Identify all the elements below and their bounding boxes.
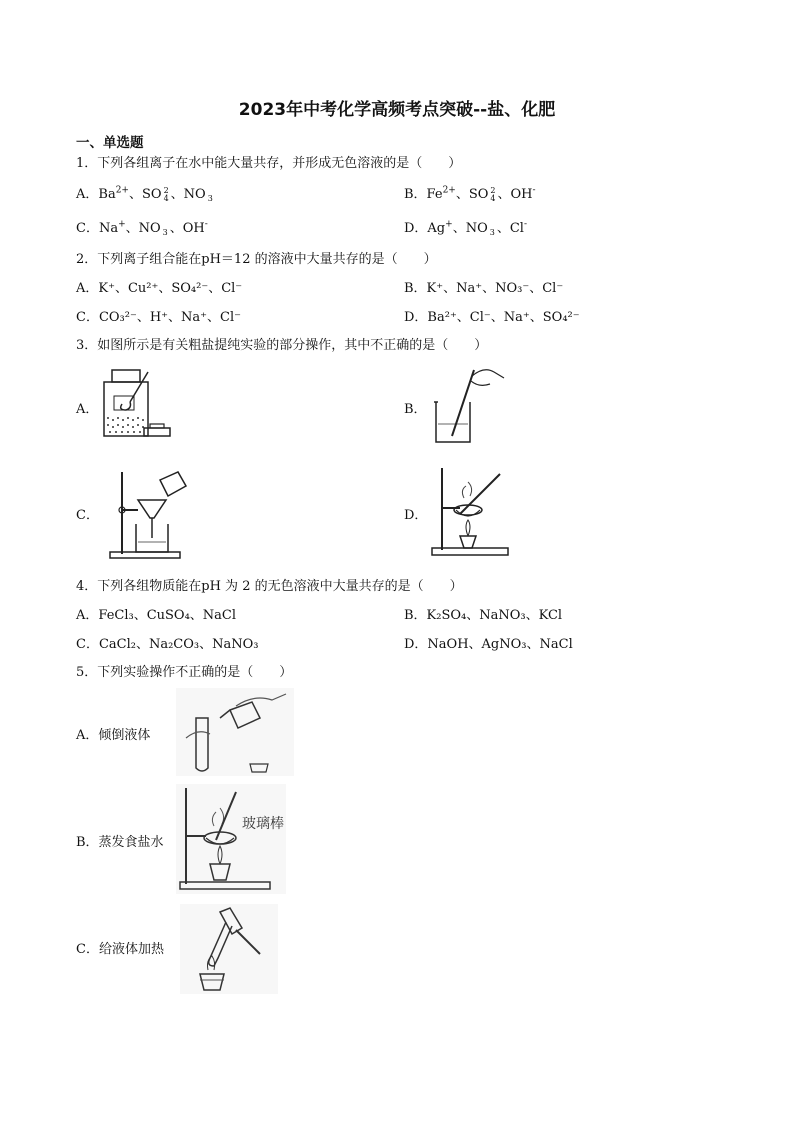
question-1-option-d: D．Ag+、NO 3 、Cl-	[404, 219, 527, 237]
filtration-figure	[108, 468, 192, 560]
question-3-option-a: A．	[76, 402, 99, 417]
question-2-option-b: B．K⁺、Na⁺、NO₃⁻、Cl⁻	[404, 281, 564, 296]
question-5-option-c: C．给液体加热	[76, 942, 164, 957]
beaker-stirring-figure	[432, 362, 512, 446]
reagent-bottle-figure	[100, 362, 176, 440]
heating-liquid-figure	[180, 904, 278, 994]
question-4-option-d: D．NaOH、AgNO₃、NaCl	[404, 637, 573, 652]
question-4-stem: 4．下列各组物质能在pH 为 2 的无色溶液中大量共存的是（ ）	[76, 579, 463, 594]
question-5-stem: 5．下列实验操作不正确的是（ ）	[76, 665, 293, 680]
question-3-option-d: D．	[404, 508, 428, 523]
question-3-option-b: B．	[404, 402, 427, 417]
question-2-option-d: D．Ba²⁺、Cl⁻、Na⁺、SO₄²⁻	[404, 310, 580, 325]
question-4-option-b: B．K₂SO₄、NaNO₃、KCl	[404, 608, 563, 623]
question-5-option-a: A．倾倒液体	[76, 728, 151, 743]
question-2-option-a: A．K⁺、Cu²⁺、SO₄²⁻、Cl⁻	[76, 281, 243, 296]
question-2-stem: 2．下列离子组合能在pH＝12 的溶液中大量共存的是（ ）	[76, 252, 437, 267]
glass-rod-label: 玻璃棒	[242, 816, 284, 832]
question-1-stem: 1．下列各组离子在水中能大量共存，并形成无色溶液的是（ ）	[76, 156, 462, 171]
pouring-liquid-figure	[176, 688, 294, 776]
question-1-option-c: C．Na+、NO 3 、OH-	[76, 219, 208, 237]
question-5-option-b: B．蒸发食盐水	[76, 835, 164, 850]
document-title: 2023年中考化学高频考点突破--盐、化肥	[238, 100, 556, 120]
question-4-option-a: A．FeCl₃、CuSO₄、NaCl	[76, 608, 237, 623]
evaporation-figure	[430, 464, 518, 558]
question-3-option-c: C．	[76, 508, 99, 523]
section-heading: 一、单选题	[76, 135, 144, 151]
question-2-option-c: C．CO₃²⁻、H⁺、Na⁺、Cl⁻	[76, 310, 241, 325]
question-1-option-b: B．$Fe^{2+}$、SO 2 4 、OH-	[404, 185, 536, 203]
evaporate-salt-water-figure	[176, 784, 286, 894]
question-1-option-a: A．$Ba^{2+}$、SO 2 4 、NO 3	[76, 185, 213, 203]
question-4-option-c: C．CaCl₂、Na₂CO₃、NaNO₃	[76, 637, 259, 652]
question-3-stem: 3．如图所示是有关粗盐提纯实验的部分操作，其中不正确的是（ ）	[76, 338, 488, 353]
